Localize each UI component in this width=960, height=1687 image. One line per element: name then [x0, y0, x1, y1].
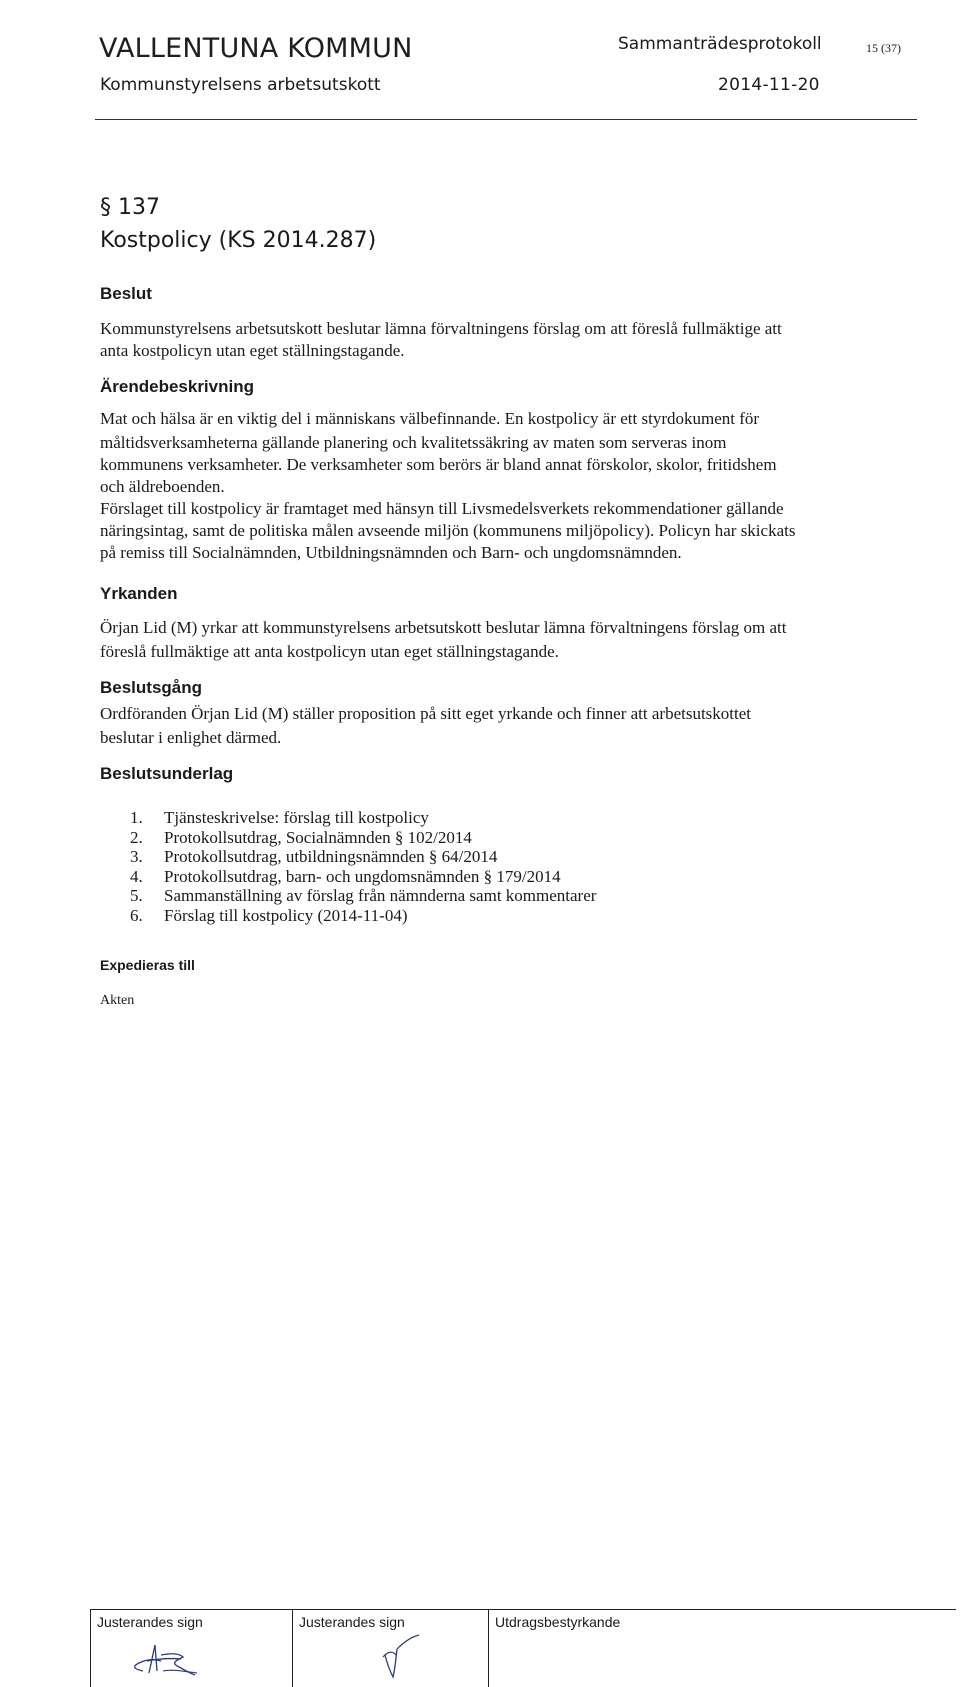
text-line: måltidsverksamheterna gällande planering och kvalitetssäkring av maten som serveras inom	[100, 433, 727, 452]
handwritten-signature-icon	[91, 1609, 291, 1687]
text-line: anta kostpolicyn utan eget ställningstagande.	[100, 341, 405, 360]
list-text: Förslag till kostpolicy (2014-11-04)	[164, 905, 408, 925]
yrkanden-text	[100, 617, 880, 663]
text-line: beslutar i enlighet därmed.	[100, 728, 282, 747]
paragraph-number: § 137	[100, 195, 160, 220]
signature-label: Justerandes sign	[299, 1614, 405, 1630]
organization-name: VALLENTUNA KOMMUN	[99, 33, 413, 64]
item-title: Kostpolicy (KS 2014.287)	[100, 228, 377, 253]
list-text: Sammanställning av förslag från nämnderna samt kommentarer	[164, 886, 597, 905]
heading-beslut: Beslut	[100, 284, 152, 303]
expedieras-recipient: Akten	[100, 993, 135, 1008]
signature-cell-3	[488, 1609, 957, 1687]
text-line: Ordföranden Örjan Lid (M) ställer proposition på sitt eget yrkande och finner att arbetsutskottet	[100, 704, 752, 723]
heading-beslutsunderlag: Beslutsunderlag	[100, 764, 234, 783]
list-item	[130, 828, 596, 848]
page-number: 15 (37)	[866, 41, 901, 55]
list-item	[130, 847, 596, 867]
signature-label: Utdragsbestyrkande	[495, 1614, 621, 1630]
signature-label: Justerandes sign	[97, 1614, 203, 1630]
meeting-date: 2014-11-20	[718, 75, 820, 95]
list-item	[130, 906, 596, 926]
list-text: Protokollsutdrag, utbildningsnämnden § 64/2014	[164, 847, 498, 866]
text-line: Förslaget till kostpolicy är framtaget med hänsyn till Livsmedelsverkets rekommendationer gällande	[100, 499, 784, 518]
list-number: 2.	[130, 827, 143, 847]
text-line: näringsintag, samt de politiska målen avseende miljön (kommunens miljöpolicy). Policyn har skickats	[100, 521, 796, 540]
signature-cell-1	[90, 1609, 293, 1687]
text-line: och äldreboenden.	[100, 477, 225, 496]
text-line: Kommunstyrelsens arbetsutskott beslutar lämna förvaltningens förslag om att föreslå fullmäktige att	[100, 319, 782, 338]
list-number: 6.	[130, 905, 143, 925]
signature-footer	[90, 1609, 956, 1687]
list-number: 1.	[130, 808, 143, 827]
beslutsgang-text	[100, 703, 880, 749]
list-number: 4.	[130, 866, 143, 886]
header-divider	[95, 119, 917, 120]
text-line: Mat och hälsa är en viktig del i människans välbefinnande. En kostpolicy är ett styrdokument för	[100, 409, 760, 428]
heading-beslutsgang: Beslutsgång	[100, 678, 203, 697]
beslut-text	[100, 318, 880, 362]
list-text: Tjänsteskrivelse: förslag till kostpolicy	[164, 808, 429, 827]
text-line: kommunens verksamheter. De verksamheter som berörs är bland annat förskolor, skolor, fritidshem	[100, 455, 777, 474]
document-type: Sammanträdesprotokoll	[618, 34, 822, 54]
heading-yrkanden: Yrkanden	[100, 584, 178, 603]
list-item	[130, 808, 596, 828]
committee-name: Kommunstyrelsens arbetsutskott	[100, 75, 381, 95]
handwritten-signature-icon	[293, 1609, 489, 1687]
list-item	[130, 867, 596, 887]
list-text: Protokollsutdrag, Socialnämnden § 102/2014	[164, 827, 472, 847]
signature-cell-2	[292, 1609, 489, 1687]
beslutsunderlag-list	[130, 808, 596, 925]
text-line: föreslå fullmäktige att anta kostpolicyn utan eget ställningstagande.	[100, 642, 559, 661]
list-number: 5.	[130, 886, 143, 905]
text-line: Örjan Lid (M) yrkar att kommunstyrelsens arbetsutskott beslutar lämna förvaltningens förslag om att	[100, 618, 787, 637]
list-item	[130, 886, 596, 906]
arendebeskrivning-text	[100, 408, 880, 564]
heading-arendebeskrivning: Ärendebeskrivning	[100, 377, 254, 396]
heading-expedieras: Expedieras till	[100, 957, 195, 973]
text-line: på remiss till Socialnämnden, Utbildningsnämnden och Barn- och ungdomsnämnden.	[100, 543, 682, 562]
list-number: 3.	[130, 847, 143, 866]
list-text: Protokollsutdrag, barn- och ungdomsnämnden § 179/2014	[164, 866, 561, 886]
